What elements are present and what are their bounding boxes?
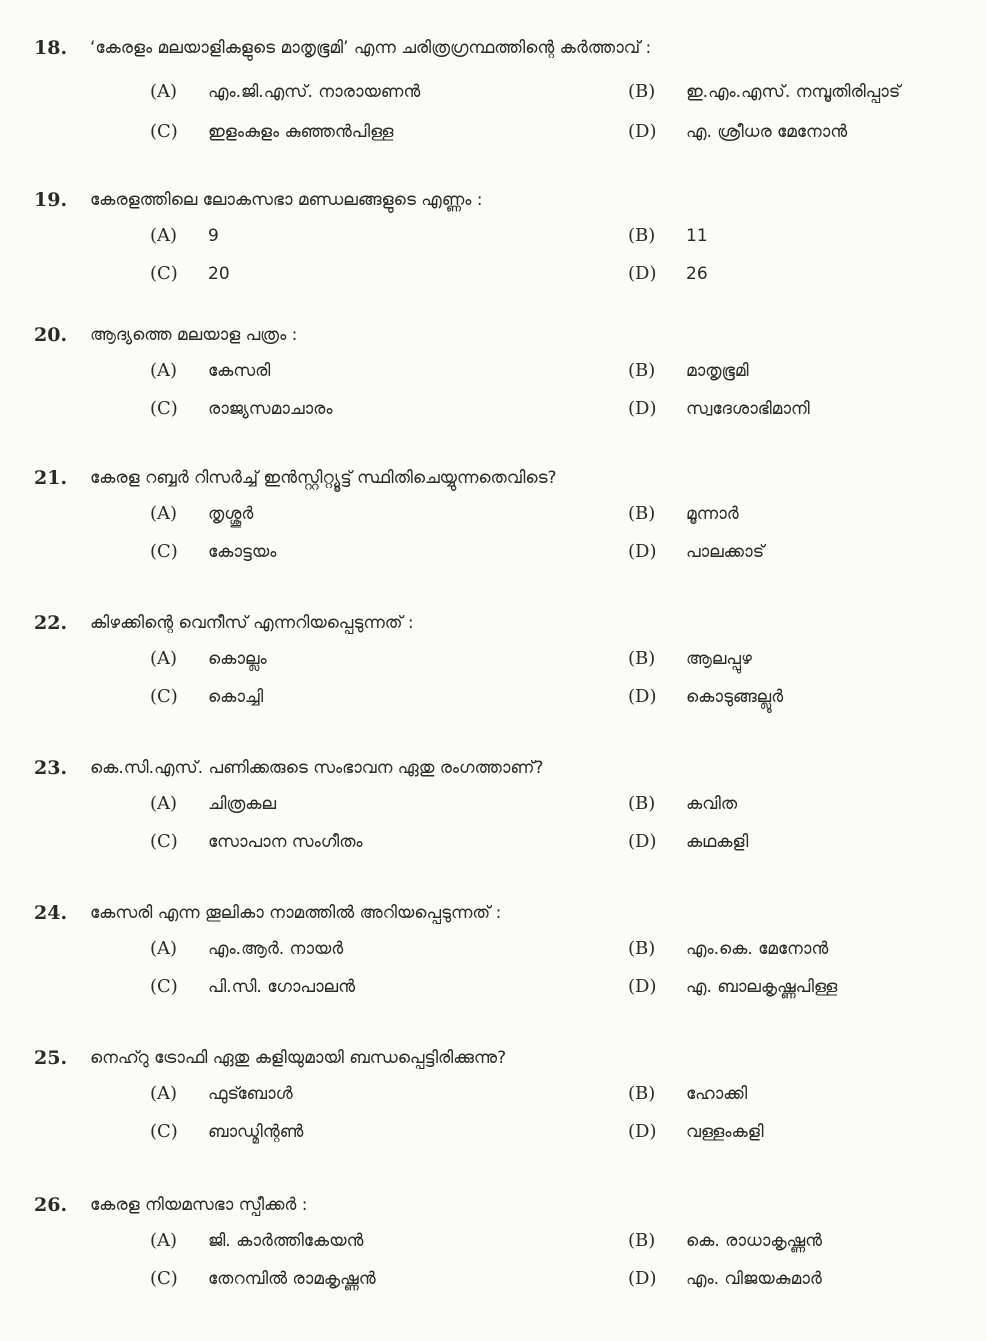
option-text: 9 <box>208 226 219 246</box>
option-label: (B) <box>628 503 656 524</box>
option-text: തൃശ്ശൂർ <box>208 504 254 524</box>
question-text: കേരളത്തിലെ ലോകസഭാ മണ്ഡലങ്ങളുടെ എണ്ണം : <box>90 190 483 210</box>
option-label: (B) <box>628 225 656 246</box>
option-label: (A) <box>150 793 178 814</box>
question-text: കേസരി എന്ന തൂലികാ നാമത്തിൽ അറിയപ്പെടുന്നത് : <box>90 903 502 923</box>
option-label: (A) <box>150 360 178 381</box>
option-label: (D) <box>628 1268 657 1289</box>
option-text: മൂന്നാർ <box>686 504 739 524</box>
question-text: ആദ്യത്തെ മലയാള പത്രം : <box>90 325 298 345</box>
option-label: (D) <box>628 398 657 419</box>
option-text: രാജ്യസമാചാരം <box>208 399 333 419</box>
option-label: (D) <box>628 976 657 997</box>
option-label: (A) <box>150 81 178 102</box>
option-text: എം.ആർ. നായർ <box>208 939 344 959</box>
option-text: കൊല്ലം <box>208 649 267 669</box>
option-text: വള്ളംകളി <box>686 1122 764 1142</box>
option-label: (C) <box>150 1121 178 1142</box>
option-label: (A) <box>150 1083 178 1104</box>
option-text: എ. ബാലകൃഷ്ണപിള്ള <box>686 977 838 997</box>
question-number: 22. <box>34 612 68 634</box>
option-label: (B) <box>628 938 656 959</box>
option-label: (C) <box>150 398 178 419</box>
option-label: (B) <box>628 81 656 102</box>
option-text: ബാഡ്മിന്റൺ <box>208 1122 304 1142</box>
option-text: കേസരി <box>208 361 271 381</box>
question-number: 24. <box>34 902 68 924</box>
question-text: നെഹ്റു ട്രോഫി ഏതു കളിയുമായി ബന്ധപ്പെട്ടിരിക്കുന്നു? <box>90 1048 507 1068</box>
option-label: (D) <box>628 121 657 142</box>
question-text: ‘കേരളം മലയാളികളുടെ മാതൃഭൂമി’ എന്ന ചരിത്രഗ്രന്ഥത്തിന്റെ കർത്താവ് : <box>90 38 652 58</box>
option-label: (C) <box>150 831 178 852</box>
option-text: സോപാന സംഗീതം <box>208 832 363 852</box>
option-label: (D) <box>628 541 657 562</box>
question-text: കേരള നിയമസഭാ സ്പീക്കർ : <box>90 1195 308 1215</box>
question-number: 19. <box>34 189 68 211</box>
option-label: (B) <box>628 793 656 814</box>
option-text: ഹോക്കി <box>686 1084 748 1104</box>
question-number: 23. <box>34 757 68 779</box>
option-text: കോട്ടയം <box>208 542 277 562</box>
option-text: 11 <box>686 226 708 246</box>
option-text: എം.കെ. മേനോൻ <box>686 939 829 959</box>
option-label: (A) <box>150 225 178 246</box>
option-label: (B) <box>628 1230 656 1251</box>
option-text: എം.ജി.എസ്. നാരായണൻ <box>208 82 421 102</box>
question-number: 18. <box>34 37 68 59</box>
option-label: (C) <box>150 1268 178 1289</box>
option-label: (A) <box>150 503 178 524</box>
option-label: (A) <box>150 1230 178 1251</box>
option-text: 20 <box>208 264 230 284</box>
option-label: (D) <box>628 263 657 284</box>
option-text: കൊടുങ്ങല്ലൂർ <box>686 687 784 707</box>
option-label: (B) <box>628 1083 656 1104</box>
option-text: കൊച്ചി <box>208 687 264 707</box>
option-text: കെ. രാധാകൃഷ്ണൻ <box>686 1231 823 1251</box>
question-number: 26. <box>34 1194 68 1216</box>
option-text: പി.സി. ഗോപാലൻ <box>208 977 355 997</box>
question-text: കിഴക്കിന്റെ വെനീസ് എന്നറിയപ്പെടുന്നത് : <box>90 613 414 633</box>
option-label: (A) <box>150 648 178 669</box>
question-number: 21. <box>34 467 68 489</box>
option-text: എ. ശ്രീധര മേനോൻ <box>686 122 848 142</box>
option-text: പാലക്കാട് <box>686 542 765 562</box>
option-text: 26 <box>686 264 708 284</box>
option-text: മാതൃഭൂമി <box>686 361 749 381</box>
question-text: കെ.സി.എസ്. പണിക്കരുടെ സംഭാവന ഏതു രംഗത്താണ്? <box>90 758 544 778</box>
option-label: (C) <box>150 263 178 284</box>
question-number: 20. <box>34 324 68 346</box>
option-label: (D) <box>628 1121 657 1142</box>
option-label: (C) <box>150 976 178 997</box>
option-text: കഥകളി <box>686 832 749 852</box>
option-label: (B) <box>628 648 656 669</box>
option-text: ചിത്രകല <box>208 794 277 814</box>
option-text: സ്വദേശാഭിമാനി <box>686 399 810 419</box>
question-number: 25. <box>34 1047 68 1069</box>
question-text: കേരള റബ്ബർ റിസർച്ച് ഇൻസ്റ്റിറ്റ്യൂട്ട് സ്ഥിതിചെയ്യുന്നതെവിടെ? <box>90 468 557 488</box>
option-text: എം. വിജയകുമാർ <box>686 1269 822 1289</box>
option-label: (B) <box>628 360 656 381</box>
option-label: (D) <box>628 686 657 707</box>
option-text: ഫുട്ബോൾ <box>208 1084 293 1104</box>
option-text: കവിത <box>686 794 738 814</box>
option-text: തേറമ്പിൽ രാമകൃഷ്ണൻ <box>208 1269 376 1289</box>
option-label: (C) <box>150 121 178 142</box>
option-label: (C) <box>150 541 178 562</box>
option-text: ആലപ്പുഴ <box>686 649 752 669</box>
option-label: (C) <box>150 686 178 707</box>
option-label: (A) <box>150 938 178 959</box>
option-text: ജി. കാർത്തികേയൻ <box>208 1231 364 1251</box>
option-text: ഇളംകുളം കുഞ്ഞൻപിള്ള <box>208 122 394 142</box>
option-label: (D) <box>628 831 657 852</box>
option-text: ഇ.എം.എസ്. നമ്പൂതിരിപ്പാട് <box>686 82 901 102</box>
